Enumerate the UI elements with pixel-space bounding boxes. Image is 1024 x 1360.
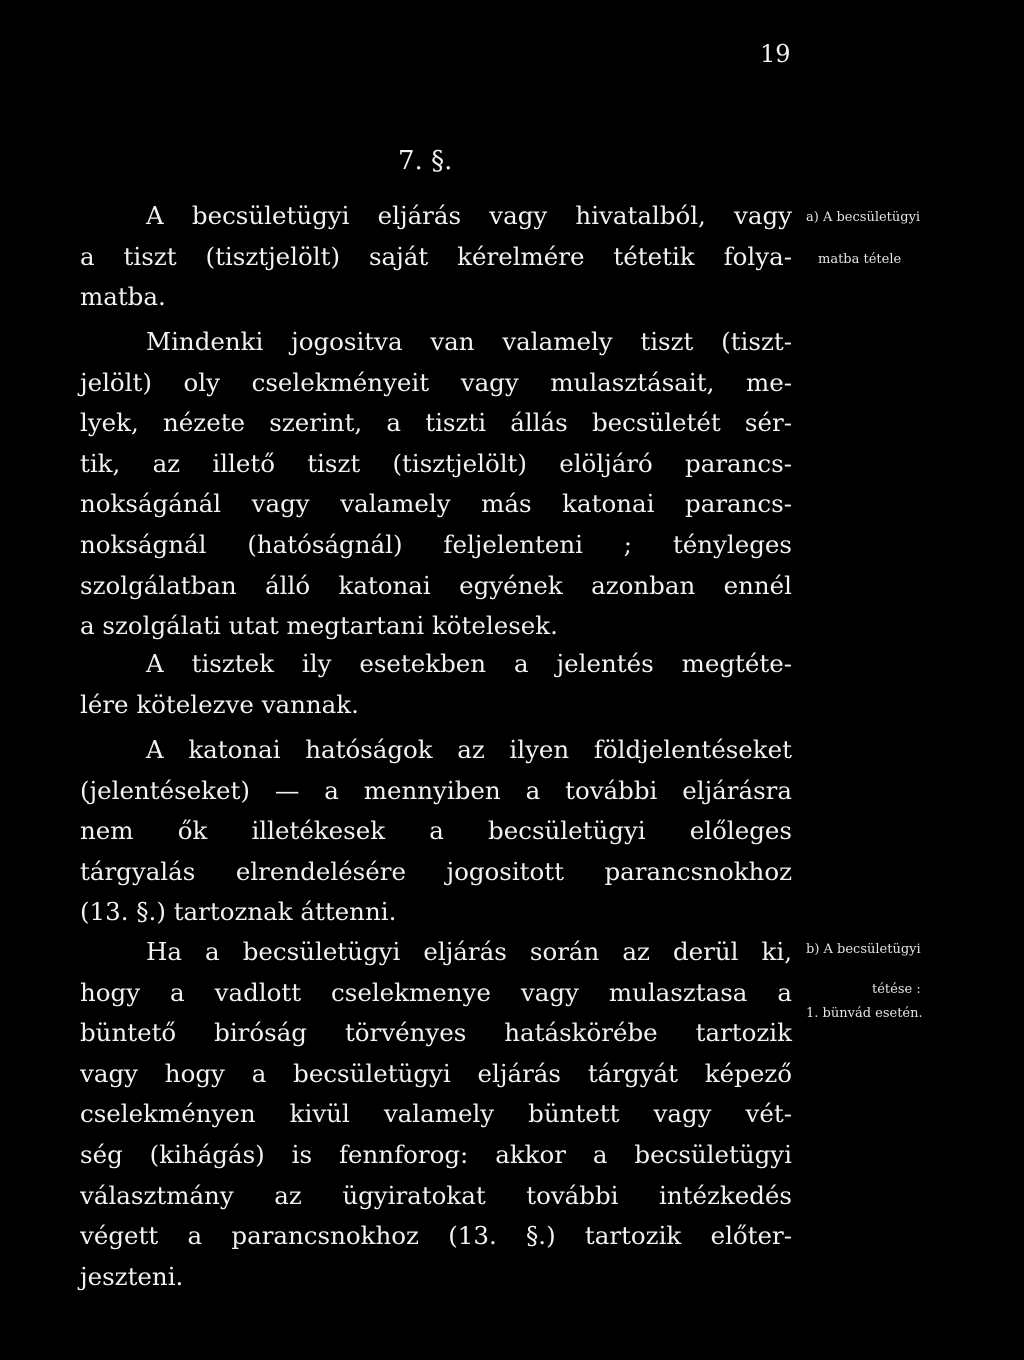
text-line: matba. <box>80 282 166 312</box>
text-line: a tiszt (tisztjelölt) saját kérelmére tétetik folya- <box>80 241 792 271</box>
paragraph-3 <box>80 644 792 725</box>
text-line: A becsületügyi eljárás vagy hivatalból, vagy <box>146 201 792 230</box>
text-line: jelölt) oly cselekményeit vagy mulasztásait, me- <box>80 367 792 397</box>
marginal-note-line: b) A becsületügyi <box>806 942 921 957</box>
paragraph-5 <box>80 932 792 1297</box>
text-line: végett a parancsnokhoz (13. §.) tartozik előter- <box>80 1221 792 1251</box>
marginal-note-line: a) A becsületügyi <box>806 210 921 225</box>
text-line: szolgálatban álló katonai egyének azonban ennél <box>80 570 792 600</box>
text-line: vagy hogy a becsületügyi eljárás tárgyát képező <box>80 1058 792 1088</box>
text-line: hogy a vadlott cselekmenye vagy mulasztasa a <box>80 977 792 1007</box>
text-line: ség (kihágás) is fennforog: akkor a becsületügyi <box>80 1139 792 1169</box>
text-line: a szolgálati utat megtartani kötelesek. <box>80 611 558 641</box>
text-line: büntető biróság törvényes hatáskörébe tartozik <box>80 1018 792 1048</box>
text-line: Mindenki jogositva van valamely tiszt (tiszt- <box>146 327 792 356</box>
paragraph-1 <box>80 196 792 318</box>
text-line: A tisztek ily esetekben a jelentés megtéte- <box>146 649 792 678</box>
page-number: 19 <box>760 40 791 68</box>
paragraph-4 <box>80 730 792 933</box>
text-line: cselekményen kivül valamely büntett vagy vét- <box>80 1099 792 1129</box>
text-line: nem ők illetékesek a becsületügyi előleges <box>80 816 792 846</box>
text-line: nokságnál (hatóságnál) feljelenteni ; tényleges <box>80 529 792 559</box>
text-line: tárgyalás elrendelésére jogositott parancsnokhoz <box>80 856 792 886</box>
text-line: Ha a becsületügyi eljárás során az derül ki, <box>146 937 792 966</box>
text-line: A katonai hatóságok az ilyen földjelentéseket <box>146 735 792 764</box>
marginal-note-line: matba tétele <box>818 252 902 267</box>
text-line: lyek, nézete szerint, a tiszti állás becsületét sér- <box>80 408 792 438</box>
text-line: (jelentéseket) — a mennyiben a további eljárásra <box>80 775 792 805</box>
text-line: (13. §.) tartoznak áttenni. <box>80 897 397 927</box>
section-heading: 7. §. <box>398 146 453 176</box>
marginal-note-line: tétése : <box>872 982 921 997</box>
marginal-note-a <box>806 208 920 270</box>
marginal-note-b <box>806 940 923 1024</box>
text-line: lére kötelezve vannak. <box>80 689 359 719</box>
paragraph-2 <box>80 322 792 647</box>
text-line: jeszteni. <box>80 1261 184 1291</box>
text-line: nokságánál vagy valamely más katonai parancs- <box>80 489 792 519</box>
text-line: választmány az ügyiratokat további intézkedés <box>80 1180 792 1210</box>
marginal-note-line: 1. bünvád esetén. <box>806 1006 923 1021</box>
text-line: tik, az illető tiszt (tisztjelölt) elöljáró parancs- <box>80 448 792 478</box>
